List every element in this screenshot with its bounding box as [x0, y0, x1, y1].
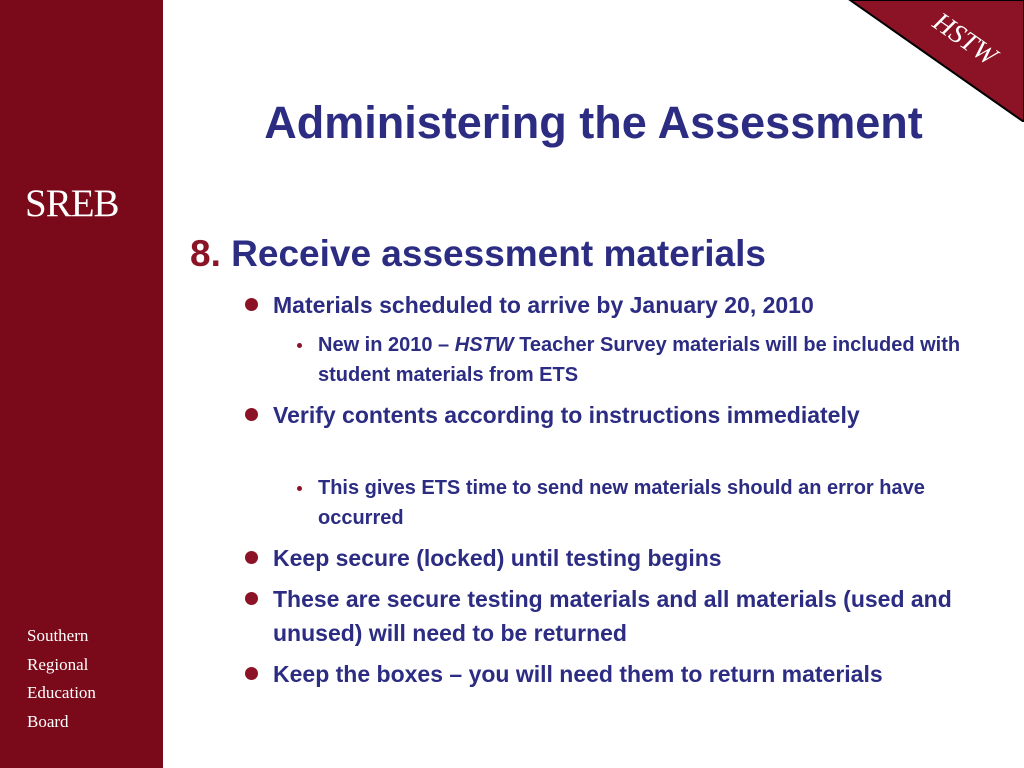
sub-list-item-suffix: Teacher Survey materials will be included with student materials from ETS	[318, 334, 961, 386]
list-item: These are secure testing materials and all materials (used and unused) will need to be returned	[273, 586, 952, 646]
list-item: Verify contents according to instructions immediately	[273, 402, 860, 428]
list-item: Keep secure (locked) until testing begins	[273, 545, 722, 571]
list-item: Materials scheduled to arrive by January 20, 2010	[273, 292, 814, 318]
section-heading-text: Receive assessment materials	[231, 233, 766, 274]
section-number: 8.	[190, 233, 221, 274]
org-name-line: Education	[27, 683, 96, 702]
bullet-marker	[245, 551, 258, 564]
org-name-line: Regional	[27, 654, 89, 674]
subbullet-marker	[297, 343, 302, 348]
sub-list-item: This gives ETS time to send new materials should an error have occurred	[318, 477, 925, 529]
section-heading	[190, 234, 766, 275]
organization-name	[27, 622, 96, 736]
org-name-line: Southern	[27, 626, 89, 645]
sreb-logo: SREB	[25, 182, 119, 225]
org-name-line: Board	[27, 711, 69, 731]
list-item: Keep the boxes – you will need them to return materials	[273, 661, 883, 687]
bullet-marker	[245, 667, 258, 680]
subbullet-marker	[297, 486, 302, 491]
bullet-marker	[245, 298, 258, 311]
corner-banner-label: HSTW	[927, 6, 1003, 72]
bullet-marker	[245, 592, 258, 605]
bullet-marker	[245, 408, 258, 421]
sub-list-item-prefix: New in 2010 –	[318, 334, 455, 356]
slide-title: Administering the Assessment	[264, 97, 923, 148]
sidebar	[0, 0, 163, 768]
sub-list-item-emphasis: HSTW	[454, 334, 514, 356]
sub-list-item	[318, 330, 988, 390]
